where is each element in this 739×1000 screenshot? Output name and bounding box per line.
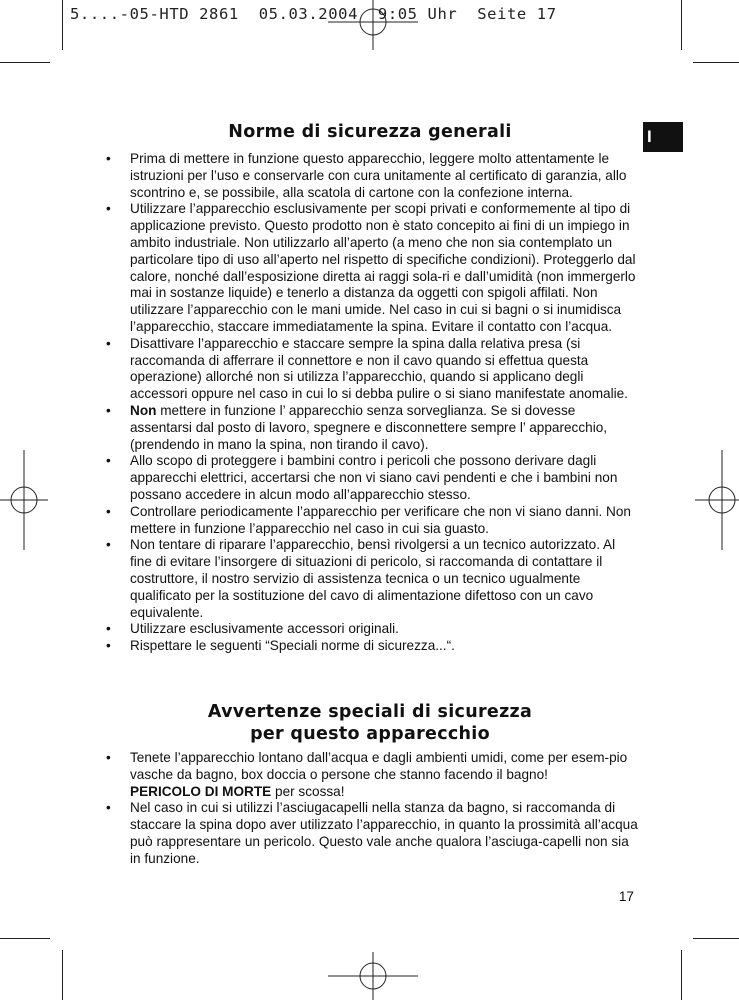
bullet: • — [106, 638, 111, 654]
list-item-text: Utilizzare l’apparecchio esclusivamente per scopi privati e conformemente al tipo di applicazione previsto. Questo prodotto non è stato concepito ai fini di un impiego in ambito industriale. Non utilizzarlo all’aperto (a meno che non sia contemplato un particolare tipo di uso all’aperto nel rispetto di specifiche condizioni). Proteggerlo dal calore, nonché dall’esposizione diretta ai raggi sola-ri e dall’umidità (non immergerlo mai in sostanze liquide) e tenerlo a distanza da oggetti con spigoli affilati. Non utilizzare l’apparecchio con le mani umide. Nel caso in cui si bagni o si inumidisca l’apparecchio, staccare immediatamente la spina. Evitare il contatto con l’acqua. — [130, 201, 636, 334]
list-item — [100, 504, 640, 538]
list-item-text: Non tentare di riparare l’apparecchio, bensì rivolgersi a un tecnico autorizzato. Al fine di evitare l’insorgere di situazioni di pericolo, si raccomanda di contattare il costruttore, il nostro servizio di assistenza tecnica o un tecnico ugualmente qualificato per la sostituzione del cavo di alimentazione difettoso con un cavo equivalente. — [130, 537, 616, 620]
list-item — [100, 201, 640, 335]
list-item — [100, 621, 640, 638]
registration-mark-icon — [328, 952, 418, 1000]
bullet: • — [106, 621, 111, 637]
bullet: • — [106, 503, 111, 519]
crop-mark — [62, 950, 63, 1000]
bullet: • — [106, 151, 111, 166]
registration-mark-icon — [328, 0, 418, 50]
crop-mark — [681, 0, 682, 50]
bullet: • — [106, 750, 111, 765]
bullet: • — [106, 800, 111, 816]
bullet: • — [106, 201, 111, 217]
list-item-text: Allo scopo di proteggere i bambini contro i pericoli che possono derivare dagli apparecchi elettrici, accertarsi che non vi siano cavi pendenti e che i bambini non possano accedere in alcun modo all’apparecchio stesso. — [130, 453, 618, 502]
section-title-line: Avvertenze speciali di sicurezza — [207, 702, 533, 722]
list-item — [100, 453, 640, 503]
list-item — [100, 750, 640, 800]
bullet: • — [106, 453, 111, 469]
list-item-text: per scossa! — [271, 783, 345, 799]
crop-mark — [62, 0, 63, 50]
list-item — [100, 336, 640, 403]
list-item-text: mettere in funzione l’ apparecchio senza sorveglianza. Se si dovesse assentarsi dal posto di lavoro, spegnere e disconnettere sempre l’ apparecchio, (prendendo in mano la spina, non tirando il cavo). — [130, 402, 608, 452]
crop-mark — [693, 62, 739, 63]
list-item-text: Controllare periodicamente l’apparecchio per verificare che non vi siano danni. Non mettere in funzione l’apparecchio nel caso in cui sia guasto. — [130, 503, 631, 536]
page-number: 17 — [618, 889, 634, 904]
general-safety-list — [100, 151, 640, 655]
list-item-emphasis: Non — [130, 402, 157, 418]
print-header: 5....-05-HTD 2861 05.03.2004 9:05 Uhr Seite 17 — [70, 5, 557, 23]
bullet: • — [106, 402, 111, 418]
list-item-text: Disattivare l’apparecchio e staccare sempre la spina dalla relativa presa (si raccomanda di afferrare il connettore e non il cavo quando si effettua questa operazione) allorché non si utilizza l’apparecchio, quando si applicano degli accessori oppure nel caso in cui lo si debba pulire o si siano manifestate anomalie. — [130, 335, 628, 402]
danger-warning: PERICOLO DI MORTE — [130, 783, 272, 799]
list-item — [100, 638, 640, 655]
special-warnings-list — [100, 750, 640, 868]
list-item-text: Rispettare le seguenti “Speciali norme di sicurezza...“. — [130, 638, 455, 654]
list-item — [100, 403, 640, 453]
crop-mark — [681, 950, 682, 1000]
list-item-text: Tenete l’apparecchio lontano dall’acqua e dagli ambienti umidi, come per esem-pio vasche da bagno, box doccia o persone che stanno facendo il bagno! — [130, 750, 628, 782]
section-title-line: per questo apparecchio — [250, 724, 490, 744]
list-item-text: Prima di mettere in funzione questo apparecchio, leggere molto attentamente le istruzioni per l’uso e conservarle con cura unitamente al certificato di garanzia, allo scontrino e, se possibile, alla scatola di cartone con la confezione interna. — [130, 151, 627, 200]
list-item-text: Nel caso in cui si utilizzi l’asciugacapelli nella stanza da bagno, si raccomanda di staccare la spina dopo aver utilizzato l’apparecchio, in quanto la prossimità all’acqua può rappresentare un pericolo. Questo vale anche qualora l’asciuga-capelli non sia in funzione. — [130, 800, 638, 866]
list-item-text: Utilizzare esclusivamente accessori originali. — [130, 621, 399, 637]
list-item — [100, 537, 640, 621]
language-tab: I — [643, 122, 683, 152]
registration-mark-icon — [0, 450, 48, 550]
registration-mark-icon — [695, 450, 739, 550]
list-item — [100, 151, 640, 201]
crop-mark — [0, 938, 50, 939]
list-item — [100, 800, 640, 867]
bullet: • — [106, 335, 111, 351]
bullet: • — [106, 537, 111, 553]
crop-mark — [0, 62, 50, 63]
section-title-general-safety: Norme di sicurezza generali — [228, 122, 512, 142]
section-title-special-warnings — [130, 701, 610, 745]
crop-mark — [693, 938, 739, 939]
